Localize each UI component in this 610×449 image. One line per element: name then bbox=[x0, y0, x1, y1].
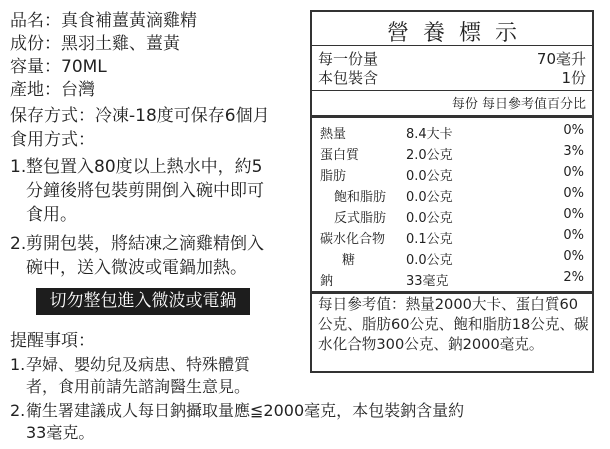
nutrition-row bbox=[312, 225, 592, 246]
nutrient-daily-value: 0% bbox=[563, 249, 584, 264]
nutrient-amount: 0.0公克 bbox=[406, 211, 453, 226]
nutrient-amount: 0.0公克 bbox=[406, 253, 453, 268]
usage-step-line: 整包置入80度以上熱水中，約5 bbox=[26, 157, 263, 177]
nutrient-name: 鈉 bbox=[320, 274, 334, 289]
serving-size-value: 70毫升 bbox=[536, 50, 586, 68]
nutrient-daily-value: 0% bbox=[563, 123, 584, 138]
nutrition-row bbox=[312, 162, 592, 183]
usage-step bbox=[10, 232, 305, 280]
usage-step-line: 食用。 bbox=[26, 205, 77, 225]
nutrient-amount: 0.1公克 bbox=[406, 232, 453, 247]
warning-banner: 切勿整包進入微波或電鍋 bbox=[36, 288, 250, 315]
product-name: 品名：真食補薑黃滴雞精 bbox=[10, 11, 197, 31]
reminder-line: 衛生署建議成人每日鈉攝取量應≦2000毫克，本包裝鈉含量約 bbox=[26, 401, 465, 420]
divider bbox=[312, 115, 592, 118]
usage-title: 食用方式： bbox=[10, 130, 95, 150]
nutrient-amount: 0.0公克 bbox=[406, 169, 453, 184]
divider bbox=[312, 291, 592, 294]
nutrient-name: 脂肪 bbox=[320, 169, 347, 184]
nutrient-amount: 8.4大卡 bbox=[406, 127, 453, 142]
reminders-title: 提醒事項： bbox=[10, 331, 95, 351]
reminder-number: 2. bbox=[10, 401, 26, 420]
nutrient-daily-value: 3% bbox=[563, 144, 584, 159]
usage-step-line: 剪開包裝，將結凍之滴雞精倒入 bbox=[26, 234, 264, 254]
usage-step-number: 2. bbox=[10, 234, 27, 254]
divider bbox=[312, 90, 592, 91]
usage-step-line: 碗中，送入微波或電鍋加熱。 bbox=[26, 258, 247, 278]
nutrient-daily-value: 0% bbox=[563, 165, 584, 180]
nutrition-row bbox=[312, 204, 592, 225]
nutrient-name: 糖 bbox=[342, 253, 356, 268]
reminder-item bbox=[10, 354, 310, 398]
usage-step-line: 分鐘後將包裝剪開倒入碗中即可 bbox=[26, 181, 264, 201]
nutrient-daily-value: 2% bbox=[563, 270, 584, 285]
nutrition-row bbox=[312, 267, 592, 288]
servings-per-package-label: 本包裝含 bbox=[318, 69, 379, 87]
nutrient-amount: 0.0公克 bbox=[406, 190, 453, 205]
nutrition-row bbox=[312, 246, 592, 267]
reminder-line: 孕婦、嬰幼兒及病患、特殊體質 bbox=[26, 355, 251, 374]
usage-step-number: 1. bbox=[10, 157, 27, 177]
reminder-item bbox=[10, 400, 600, 444]
product-volume: 容量：70ML bbox=[10, 57, 107, 77]
nutrient-name: 飽和脂肪 bbox=[334, 190, 387, 205]
servings-per-package-value: 1份 bbox=[561, 69, 586, 87]
nutrient-amount: 2.0公克 bbox=[406, 148, 453, 163]
storage-method: 保存方式：冷凍-18度可保存6個月 bbox=[10, 106, 270, 126]
reminder-line: 33毫克。 bbox=[26, 423, 95, 442]
nutrition-facts-panel bbox=[310, 10, 594, 373]
nutrient-name: 反式脂肪 bbox=[334, 211, 387, 226]
daily-value-footnote: 每日參考值：熱量2000大卡、蛋白質60公克、脂肪60公克、飽和脂肪18公克、碳水化合物300公克、鈉2000毫克。 bbox=[318, 296, 589, 353]
column-header: 每份 每日參考值百分比 bbox=[451, 97, 586, 112]
usage-step bbox=[10, 155, 305, 227]
serving-size-label: 每一份量 bbox=[318, 50, 379, 68]
nutrition-row bbox=[312, 120, 592, 141]
nutrient-daily-value: 0% bbox=[563, 186, 584, 201]
reminder-line: 者，食用前請先諮詢醫生意見。 bbox=[26, 377, 251, 396]
nutrient-name: 蛋白質 bbox=[320, 148, 360, 163]
nutrient-name: 熱量 bbox=[320, 127, 347, 142]
nutrient-daily-value: 0% bbox=[563, 207, 584, 222]
nutrition-title: 營養標示 bbox=[386, 21, 531, 46]
reminder-number: 1. bbox=[10, 355, 26, 374]
divider bbox=[312, 45, 592, 46]
nutrient-name: 碳水化合物 bbox=[320, 232, 386, 247]
product-origin: 產地：台灣 bbox=[10, 80, 95, 100]
nutrition-row bbox=[312, 141, 592, 162]
nutrient-amount: 33毫克 bbox=[406, 274, 449, 289]
nutrient-daily-value: 0% bbox=[563, 228, 584, 243]
nutrition-row bbox=[312, 183, 592, 204]
product-ingredients: 成份：黑羽土雞、薑黃 bbox=[10, 34, 180, 54]
